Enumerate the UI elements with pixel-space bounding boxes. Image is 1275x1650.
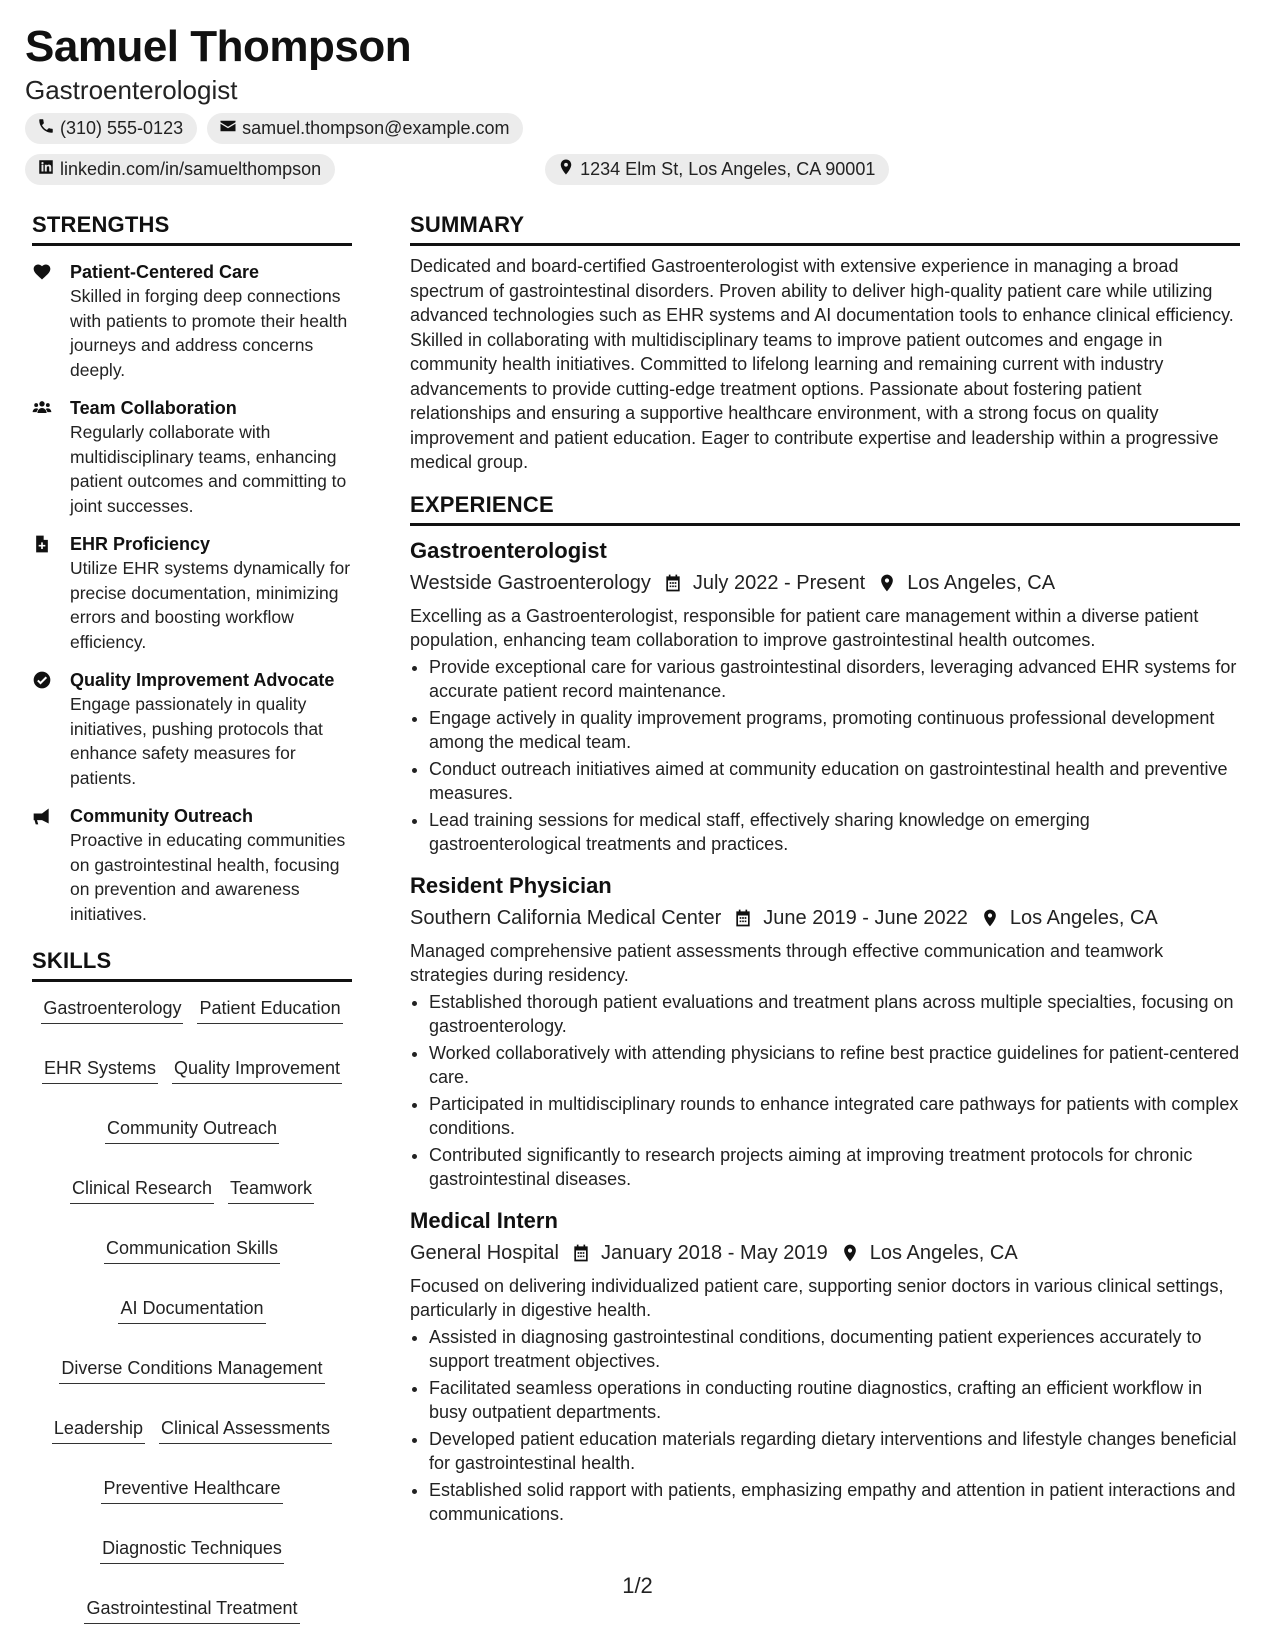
job-bullet: • Facilitated seamless operations in conducting routine diagnostics, crafting an efficient workflow in busy outpatient departments. [429,1376,1240,1425]
job-bullet: • Conduct outreach initiatives aimed at community education on gastrointestinal health and preventive measures. [429,757,1240,806]
strength-desc: Utilize EHR systems dynamically for precise documentation, minimizing errors and boosting workflow efficiency. [70,558,351,652]
skill-tag: Clinical Research [70,1174,214,1204]
job-dates: June 2019 - June 2022 [763,906,968,929]
job-description: Managed comprehensive patient assessments through effective communication and teamwork strategies during residency. [410,940,1164,985]
job-bullet: • Engage actively in quality improvement programs, promoting continuous professional development among the medical team. [429,706,1240,755]
skill-tag: Clinical Assessments [159,1414,332,1444]
summary-heading: SUMMARY [410,212,1240,246]
job-title: Gastroenterologist [410,537,607,563]
phone-text: (310) 555-0123 [60,117,184,138]
skill-tag: Teamwork [228,1174,314,1204]
map-pin-icon [980,908,1000,928]
job-bullets [410,1325,1240,1527]
strength-item [32,396,352,518]
job-dates: January 2018 - May 2019 [600,1241,828,1264]
skill-tag: Preventive Healthcare [101,1474,282,1504]
linkedin-text: linkedin.com/in/samuelthompson [60,158,322,179]
strength-desc: Engage passionately in quality initiatives, pushing protocols that enhance safety measures for patients. [70,694,323,788]
job-bullet: • Assisted in diagnosing gastrointestinal conditions, documenting patient experiences accurately to support treatment objectives. [429,1325,1240,1374]
phone-icon [37,117,55,140]
strengths-heading: STRENGTHS [32,212,352,246]
strength-title: Quality Improvement Advocate [70,670,335,690]
strength-title: Team Collaboration [70,398,237,418]
skill-tag: Gastrointestinal Treatment [84,1594,299,1624]
job-entry [410,871,1240,1192]
job-bullet: • Developed patient education materials regarding dietary interventions and lifestyle changes beneficial for gastrointestinal health. [429,1427,1240,1476]
skill-tag: AI Documentation [118,1294,265,1324]
job-location: Los Angeles, CA [869,1241,1018,1264]
skill-tag: Patient Education [197,994,342,1024]
skills-heading: SKILLS [32,948,352,982]
strength-desc: Proactive in educating communities on gastrointestinal health, focusing on prevention and awareness initiatives. [70,830,346,924]
left-column [32,212,352,1624]
calendar-icon [733,908,753,928]
strength-title: Community Outreach [70,806,254,826]
skill-tag: EHR Systems [42,1054,158,1084]
job-bullet: • Contributed significantly to research projects aiming at improving treatment protocols for chronic gastrointestinal diseases. [429,1143,1240,1192]
contact-bar [25,113,1025,185]
job-meta [410,568,1240,598]
skill-tag: Community Outreach [105,1114,279,1144]
experience-heading: EXPERIENCE [410,492,1240,526]
megaphone-icon [32,806,54,826]
linkedin-chip[interactable] [25,154,335,185]
job-description: Focused on delivering individualized patient care, supporting senior doctors in various clinical settings, particularly in digestive health. [410,1275,1224,1320]
job-title: Resident Physician [410,872,612,898]
check-circle-icon [32,670,54,690]
file-medical-icon [32,534,54,554]
skill-tag: Diverse Conditions Management [59,1354,324,1384]
strength-title: EHR Proficiency [70,534,211,554]
job-location: Los Angeles, CA [1009,906,1158,929]
address-chip [545,154,889,185]
skills-list [32,994,352,1624]
strength-desc: Skilled in forging deep connections with patients to promote their health journeys and address concerns deeply. [70,286,348,380]
job-bullet: • Worked collaboratively with attending physicians to refine best practice guidelines for patient-centered care. [429,1041,1240,1090]
heart-icon [32,262,54,282]
candidate-name: Samuel Thompson [25,22,412,71]
strength-item [32,532,352,654]
page-number: 1/2 [622,1573,653,1598]
job-meta [410,1238,1240,1268]
strength-item [32,668,352,790]
calendar-icon [571,1243,591,1263]
map-pin-icon [877,573,897,593]
strength-desc: Regularly collaborate with multidisciplinary teams, enhancing patient outcomes and committing to joint successes. [70,422,347,516]
job-description: Excelling as a Gastroenterologist, responsible for patient care management within a diverse patient population, enhancing team collaboration to improve gastrointestinal health outcomes. [410,605,1199,650]
map-pin-icon [557,158,575,181]
job-bullet: • Provide exceptional care for various gastrointestinal disorders, leveraging advanced EHR systems for accurate patient record maintenance. [429,655,1240,704]
job-location: Los Angeles, CA [907,571,1056,594]
skill-tag: Diagnostic Techniques [100,1534,284,1564]
skill-tag: Gastroenterology [41,994,183,1024]
users-icon [32,398,54,418]
strength-item [32,804,352,926]
job-bullet: • Established thorough patient evaluations and treatment plans across multiple specialties, focusing on gastroenterology. [429,990,1240,1039]
job-meta [410,903,1240,933]
strength-item [32,260,352,382]
right-column [410,212,1240,1529]
job-entry [410,536,1240,857]
job-dates: July 2022 - Present [692,571,866,594]
company-name: Southern California Medical Center [410,906,722,929]
job-entry [410,1206,1240,1527]
email-chip[interactable] [207,113,523,144]
company-name: General Hospital [410,1241,559,1264]
job-bullets [410,655,1240,857]
calendar-icon [663,573,683,593]
summary-text: Dedicated and board-certified Gastroenterologist with extensive experience in managing a broad spectrum of gastrointestinal disorders. Proven ability to deliver high-quality patient care while utilizing advanced technologies such as EHR systems and AI documentation tools to enhance clinical efficiency. Skilled in collaborating with multidisciplinary teams to improve patient outcomes and engage in community health initiatives. Committed to lifelong learning and remaining current with industry advancements to provide cutting-edge treatment options. Passionate about fostering patient relationships and ensuring a supportive healthcare environment, with a strong focus on quality improvement and patient education. Eager to contribute expertise and leadership within a progressive medical group. [410,256,1234,472]
job-title: Medical Intern [410,1207,558,1233]
email-text: samuel.thompson@example.com [242,117,510,138]
phone-chip[interactable] [25,113,197,144]
linkedin-icon [37,158,55,181]
job-bullets [410,990,1240,1192]
job-bullet: • Established solid rapport with patients, emphasizing empathy and attention in patient interactions and communications. [429,1478,1240,1527]
job-bullet: • Participated in multidisciplinary rounds to enhance integrated care pathways for patients with complex conditions. [429,1092,1240,1141]
skill-tag: Leadership [52,1414,145,1444]
skill-tag: Communication Skills [104,1234,280,1264]
skill-tag: Quality Improvement [172,1054,342,1084]
map-pin-icon [840,1243,860,1263]
address-text: 1234 Elm St, Los Angeles, CA 90001 [580,158,876,179]
company-name: Westside Gastroenterology [410,571,651,594]
envelope-icon [219,117,237,140]
job-bullet: • Lead training sessions for medical staff, effectively sharing knowledge on emerging gastroenterological treatments and practices. [429,808,1240,857]
strength-title: Patient-Centered Care [70,262,260,282]
candidate-title: Gastroenterologist [25,75,238,105]
